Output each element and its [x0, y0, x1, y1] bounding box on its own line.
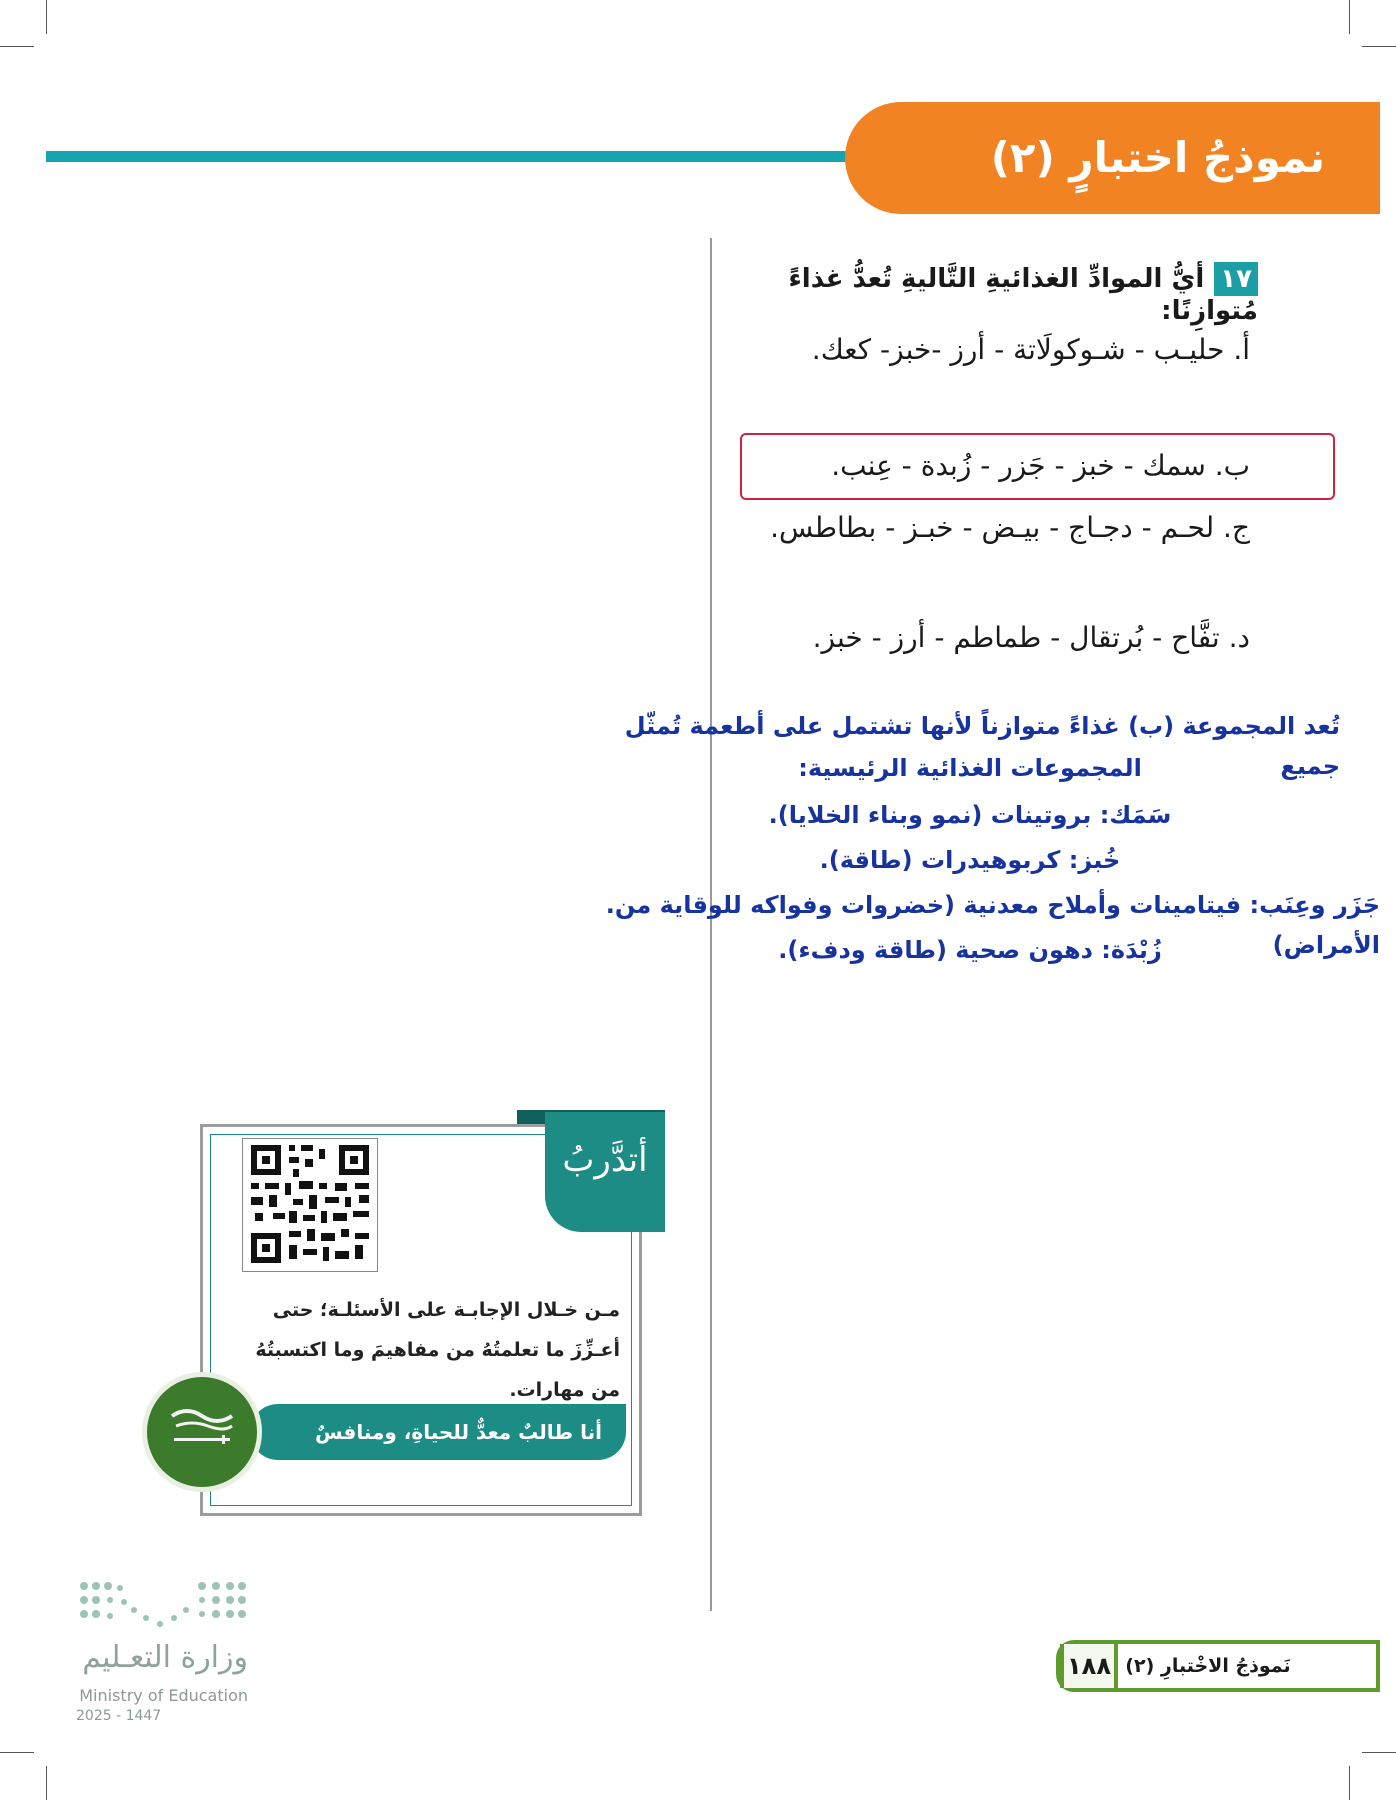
- option-label: أ.: [1233, 333, 1250, 366]
- crop-mark: [1362, 1752, 1396, 1753]
- option-c[interactable]: [680, 500, 1250, 556]
- option-label: د.: [1228, 621, 1250, 654]
- answer-line: .زُبْدَة: دهون صحية (طاقة ودفء): [778, 936, 1162, 964]
- crop-mark: [46, 0, 47, 34]
- question-number: ١٧: [1214, 262, 1258, 296]
- option-label: ج.: [1223, 511, 1250, 544]
- answer-line: .سَمَك: بروتينات (نمو وبناء الخلايا): [768, 801, 1172, 829]
- qr-code-icon[interactable]: [242, 1138, 378, 1272]
- answer-line: :المجموعات الغذائية الرئيسية: [798, 754, 1142, 782]
- option-b[interactable]: [680, 438, 1250, 494]
- practice-tab-label: أتدَّربُ: [562, 1140, 648, 1180]
- answer-line: تُعد المجموعة (ب) غذاءً متوازناً لأنها تشتمل على أطعمة تُمثّل جميع: [624, 712, 1340, 780]
- crop-mark: [1349, 0, 1350, 34]
- ministry-year: 2025 - 1447: [76, 1708, 162, 1724]
- answer-line: .خُبز: كربوهيدرات (طاقة): [819, 846, 1121, 874]
- option-label: ب.: [1214, 449, 1250, 482]
- page-title: نموذجُ اختبارٍ (٢): [990, 133, 1325, 182]
- footer-title: نَموذجُ الاخْتبارِ (٢): [1125, 1655, 1291, 1677]
- crop-mark: [0, 46, 34, 47]
- ministry-name-en: Ministry of Education: [79, 1686, 248, 1705]
- crop-mark: [1362, 46, 1396, 47]
- option-a[interactable]: [680, 322, 1250, 378]
- crop-mark: [46, 1766, 47, 1800]
- slogan-text: أنا طالبٌ معدٌّ للحياةِ، ومنافسٌ عالميًا.: [314, 1420, 602, 1500]
- crop-mark: [1349, 1766, 1350, 1800]
- option-text: سمك - خبز - جَزر - زُبدة - عِنب.: [831, 449, 1206, 482]
- option-text: تفَّاح - بُرتقال - طماطم - أرز - خبز.: [812, 621, 1220, 654]
- emblem-sword-icon: [142, 1402, 262, 1458]
- option-text: لحـم - دجـاج - بيـض - خبـز - بطاطس.: [770, 511, 1215, 544]
- crop-mark: [0, 1752, 34, 1753]
- question-text: أيُّ الموادِّ الغذائيةِ التَّاليةِ تُعدُّ غذاءً مُتوازِنًا:: [788, 264, 1258, 326]
- ministry-name-ar: وزارة التعـليم: [82, 1640, 248, 1675]
- practice-text: مـن خـلال الإجابـة على الأسئلـة؛ حتى أعـزِّزَ ما تعلمتُهُ من مفاهيمَ وما اكتسبتُهُ من مهارات.: [255, 1299, 620, 1401]
- page-number: ١٨٨: [1060, 1644, 1118, 1688]
- question: [698, 262, 1258, 326]
- option-d[interactable]: [680, 610, 1250, 666]
- header-rule: [46, 151, 866, 162]
- option-text: حليـب - شـوكولَاتة - أرز -خبز- كعك.: [811, 333, 1225, 366]
- ministry-logo-icon: [76, 1578, 248, 1638]
- answer-line: .جَزَر وعِنَب: فيتامينات وأملاح معدنية (خضروات وفواكه للوقاية من الأمراض): [605, 891, 1380, 959]
